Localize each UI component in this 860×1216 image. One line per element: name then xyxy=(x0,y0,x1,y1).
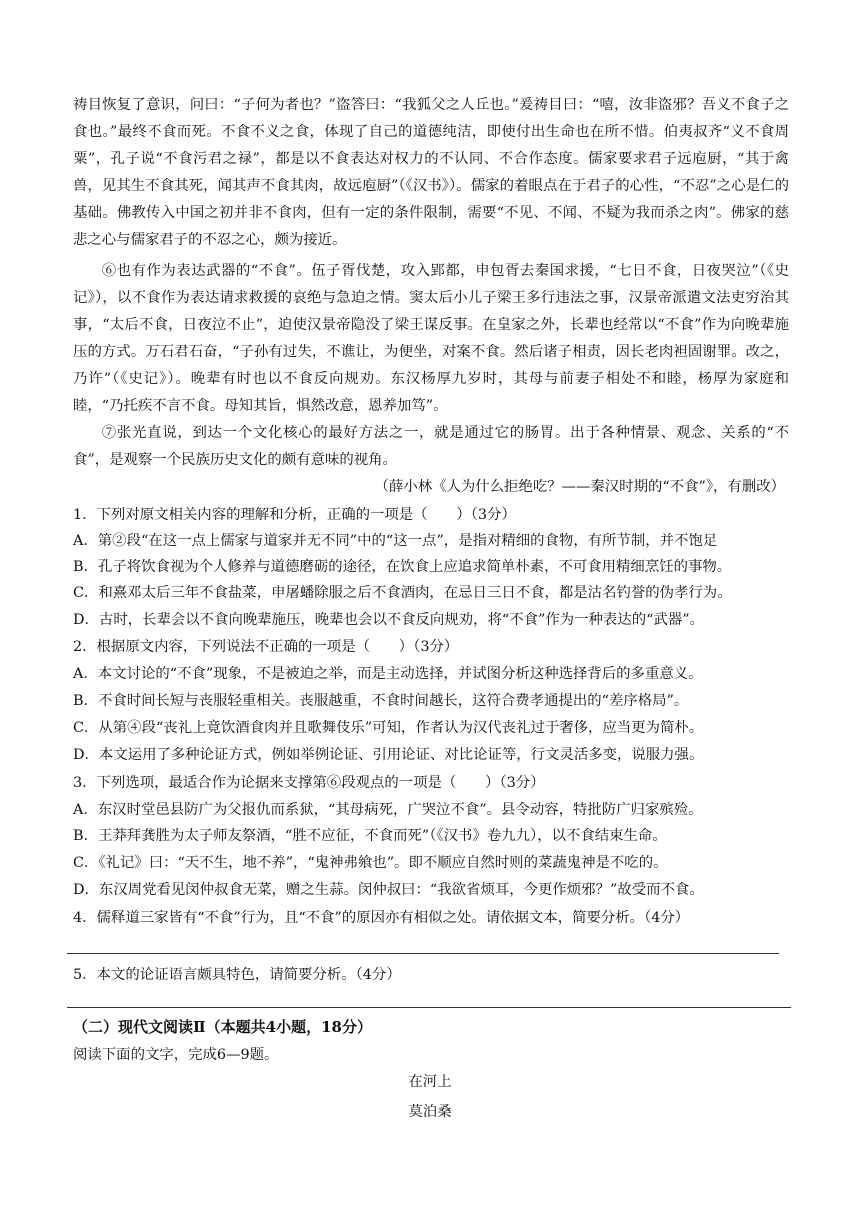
answer-line-q4 xyxy=(67,953,779,954)
question-1-option-c: C．和熹邓太后三年不食盐菜，申屠蟠除服之后不食酒肉，在忌日三日不食，都是沽名钓誉的伪孝行为。 xyxy=(73,585,732,601)
question-1-option-b: B．孔子将饮食视为个人修养与道德磨砺的途径，在饮食上应追求简单朴素，不可食用精细烹饪的事物。 xyxy=(73,559,732,575)
story-title: 在河上 xyxy=(408,1074,452,1090)
question-2-option-d: D．本文运用了多种论证方式，例如举例论证、引用论证、对比论证等，行文灵活多变，说服力强。 xyxy=(73,747,704,763)
paragraph-text: ⑥也有作为表达武器的“不食”。伍子胥伐楚，攻入郢都，申包胥去秦国求援，“七日不食，日夜哭泣”（《史记》），以不食作为表达请求救援的哀绝与急迫之情。窦太后小儿子梁王多行违法之事，汉景帝派遣文法吏穷治其事，“太后不食，日夜泣不止”，迫使汉景帝隐没了梁王谋反事。在皇家之外，长辈也经常以“不食”作为向晚辈施压的方式。万石君石奋，“子孙有过失，不谯让，为便坐，对案不食。然后诸子相责，因长老肉袒固谢罪。改之，乃许”（《史记》）。晚辈有时也以不食反向规劝。东汉杨厚九岁时，其母与前妻子相处不和睦，杨厚为家庭和睦，“乃托疾不言不食。母知其旨，惧然改意，恩养加笃”。 xyxy=(73,263,789,414)
answer-line-q5 xyxy=(67,1007,791,1008)
question-1-stem: 1．下列对原文相关内容的理解和分析，正确的一项是（ ）（3分） xyxy=(73,507,516,523)
question-4-stem: 4．儒释道三家皆有“不食”行为，且“不食”的原因亦有相似之处。请依据文本，简要分析。（4分） xyxy=(73,910,690,926)
passage-paragraph-5 xyxy=(73,92,789,254)
paragraph-text: 祷目恢复了意识，问曰：“子何为者也？”盗答曰：“我狐父之人丘也。”爰祷目曰：“嘻，汝非盗邪？吾义不食子之食也。”最终不食而死。不食不义之食，体现了自己的道德纯洁，即使付出生命也在所不惜。伯夷叔齐“义不食周粟”，孔子说“不食污君之禄”，都是以不食表达对权力的不认同、不合作态度。儒家要求君子远庖厨，“其于禽兽，见其生不食其死，闻其声不食其肉，故远庖厨”（《汉书》）。儒家的着眼点在于君子的心性，“不忍”之心是仁的基础。佛教传入中国之初并非不食肉，但有一定的条件限制，需要“不见、不闻、不疑为我而杀之肉”。佛家的慈悲之心与儒家君子的不忍之心，颇为接近。 xyxy=(73,97,789,248)
story-author: 莫泊桑 xyxy=(408,1104,452,1120)
question-5-stem: 5．本文的论证语言颇具特色，请简要分析。（4分） xyxy=(73,967,401,983)
question-1-option-d: D．古时，长辈会以不食向晚辈施压，晚辈也会以不食反向规劝，将“不食”作为一种表达的“武器”。 xyxy=(73,612,704,628)
question-3-option-b: B．王莽拜龚胜为太子师友祭酒，“胜不应征，不食而死”（《汉书》卷九九），以不食结束生命。 xyxy=(73,828,667,844)
question-2-option-b: B．不食时间长短与丧服轻重相关。丧服越重，不食时间越长，这符合费孝通提出的“差序格局”。 xyxy=(73,693,689,709)
question-2-stem: 2．根据原文内容，下列说法不正确的一项是（ ）（3分） xyxy=(73,639,459,655)
question-3-option-a: A．东汉时堂邑县防广为父报仇而系狱，“其母病死，广哭泣不食”。县令动容，特批防广归家殡殓。 xyxy=(73,802,703,818)
question-3-stem: 3．下列选项，最适合作为论据来支撑第⑥段观点的一项是（ ）（3分） xyxy=(73,775,545,791)
question-2-option-a: A．本文讨论的“不食”现象，不是被迫之举，而是主动选择，并试图分析这种选择背后的多重意义。 xyxy=(73,666,703,682)
question-1-option-a: A．第②段“在这一点上儒家与道家并无不同”中的“这一点”，是指对精细的食物，有所节制，并不饱足 xyxy=(73,533,718,549)
question-3-option-c: C．《礼记》曰：“天不生，地不养”，“鬼神弗飨也”。即不顺应自然时则的菜蔬鬼神是不吃的。 xyxy=(73,855,668,871)
section-heading: （二）现代文阅读Ⅱ（本题共4小题，18分） xyxy=(73,1018,372,1036)
passage-paragraph-6 xyxy=(73,258,789,420)
paragraph-text: ⑦张光直说，到达一个文化核心的最好方法之一，就是通过它的肠胃。出于各种情景、观念、关系的“不食”，是观察一个民族历史文化的颇有意味的视角。 xyxy=(73,425,789,468)
source-citation: （薛小林《人为什么拒绝吃？——秦汉时期的“不食”》，有删改） xyxy=(374,479,785,495)
section-instruction: 阅读下面的文字，完成6—9题。 xyxy=(73,1047,279,1063)
question-2-option-c: C．从第④段“丧礼上竟饮酒食肉并且歌舞伎乐”可知，作者认为汉代丧礼过于奢侈，应当更为简朴。 xyxy=(73,720,704,736)
passage-paragraph-7 xyxy=(73,420,789,474)
question-3-option-d: D．东汉周党看见闵仲叔食无菜，赠之生蒜。闵仲叔曰：“我欲省烦耳，今更作烦邪？”故受而不食。 xyxy=(73,882,704,898)
